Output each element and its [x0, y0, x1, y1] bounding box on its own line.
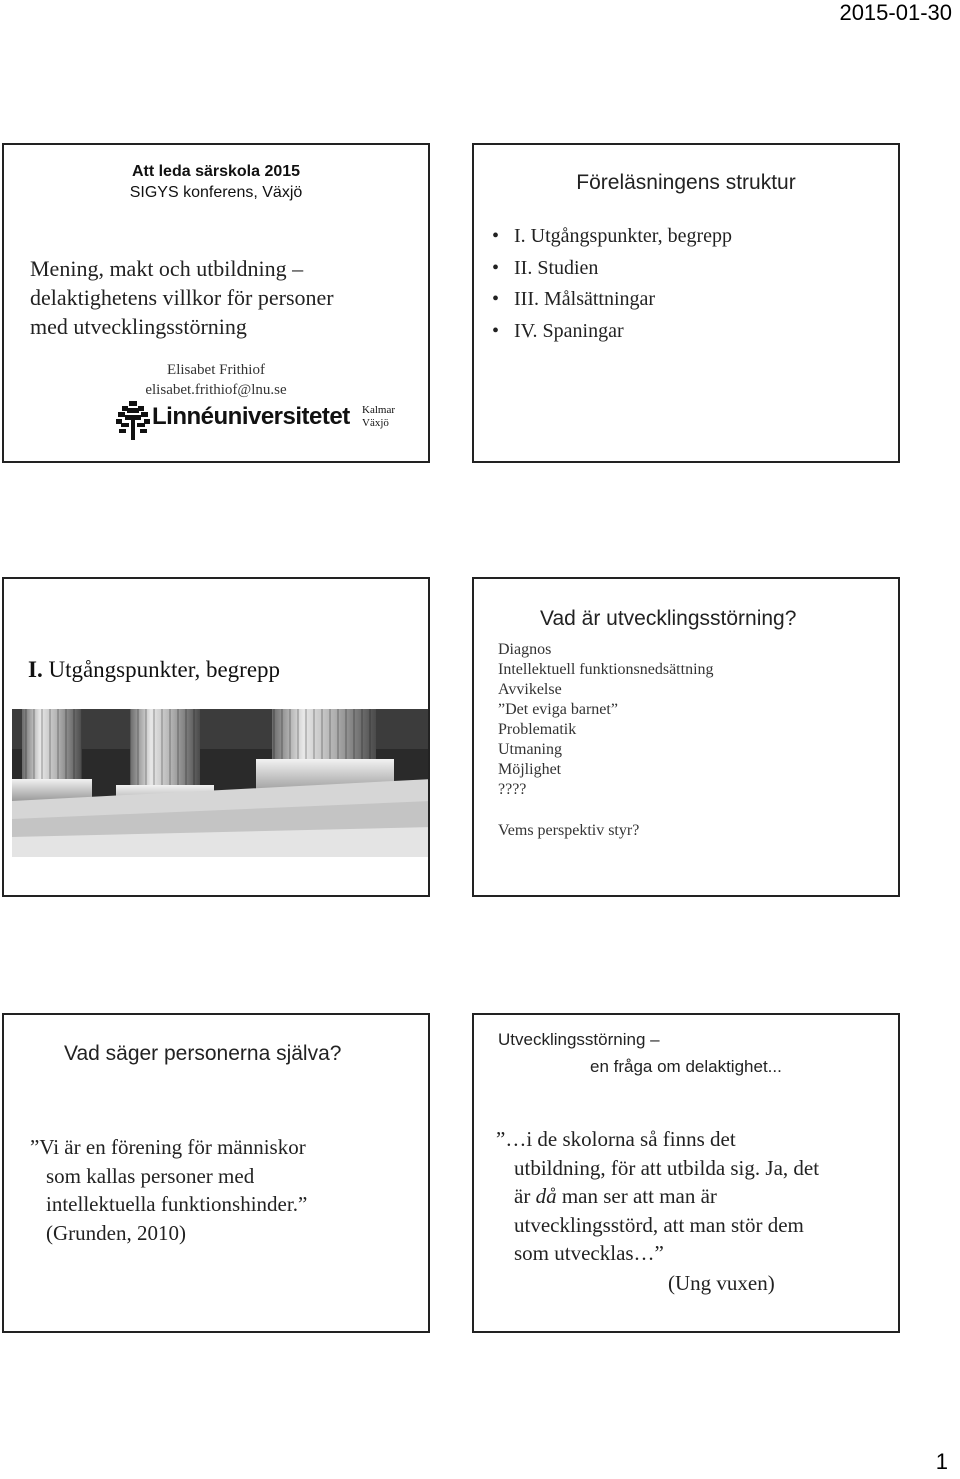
- logo-wordmark: Linnéuniversitetet: [152, 403, 350, 430]
- list-item: ????: [498, 781, 527, 798]
- title-line: med utvecklingsstörning: [30, 314, 247, 339]
- columns-image: [12, 709, 430, 857]
- list-item: ”Det eviga barnet”: [498, 701, 618, 718]
- list-item: • III. Målsättningar: [492, 284, 732, 316]
- slide-title: [2, 143, 430, 463]
- list-item: Avvikelse: [498, 681, 562, 698]
- title-line: delaktighetens villkor för personer: [30, 285, 334, 310]
- list-item: Intellektuell funktionsnedsättning: [498, 661, 714, 678]
- quote-line: som kallas personer med: [46, 1163, 255, 1188]
- bullet-icon: •: [492, 319, 500, 342]
- tree-icon: [116, 400, 150, 440]
- conference-info: [4, 161, 428, 203]
- quote-line: utbildning, för att utbilda sig. Ja, det: [514, 1155, 820, 1180]
- slide-heading: I. Utgångspunkter, begrepp: [28, 657, 281, 682]
- slide-heading: Föreläsningens struktur: [576, 171, 796, 194]
- quote-block: [30, 1133, 410, 1247]
- campus-kalmar: Kalmar: [362, 404, 395, 416]
- quote-line: intellektuella funktionshinder.”: [46, 1192, 308, 1216]
- slide-structure: [472, 143, 900, 463]
- list-item: • IV. Spaningar: [492, 316, 732, 348]
- slide-heading: Vad är utvecklingsstörning?: [540, 607, 797, 630]
- title-line: Mening, makt och utbildning –: [30, 256, 304, 281]
- slide-participation: [472, 1013, 900, 1333]
- list-item: • I. Utgångspunkter, begrepp: [492, 221, 732, 253]
- slide-voices: [2, 1013, 430, 1333]
- quote-block: [496, 1125, 892, 1268]
- structure-list: [492, 221, 732, 347]
- university-logo: [116, 400, 406, 440]
- list-item: Diagnos: [498, 641, 552, 658]
- slide-section-one: [2, 577, 430, 897]
- slide-subheading: en fråga om delaktighet...: [590, 1057, 782, 1076]
- quote-line: ”Vi är en förening för människor: [30, 1135, 306, 1159]
- author-name: Elisabet Frithiof: [167, 362, 265, 378]
- logo-campus: [362, 404, 395, 430]
- term-list: [498, 640, 714, 800]
- slide-heading: Utvecklingsstörning –: [498, 1030, 660, 1049]
- quote-source: (Ung vuxen): [668, 1271, 775, 1295]
- quote-source: (Grunden, 2010): [46, 1220, 186, 1245]
- conference-title: Att leda särskola 2015: [131, 163, 301, 180]
- bullet-icon: •: [492, 256, 500, 279]
- slide-definition: [472, 577, 900, 897]
- author-info: [4, 360, 428, 400]
- list-item: Problematik: [498, 721, 577, 738]
- list-item: • II. Studien: [492, 253, 732, 285]
- presentation-title: [30, 254, 420, 341]
- list-item: Möjlighet: [498, 761, 562, 778]
- quote-line: ”…i de skolorna så finns det: [496, 1127, 736, 1151]
- quote-line: som utvecklas…”: [514, 1241, 664, 1265]
- conference-subtitle: SIGYS konferens, Växjö: [129, 184, 303, 201]
- bullet-icon: •: [492, 288, 500, 310]
- author-email: elisabet.frithiof@lnu.se: [145, 382, 287, 398]
- quote-line: är då man ser att man är: [514, 1184, 717, 1208]
- list-item: Utmaning: [498, 741, 562, 758]
- quote-line: utvecklingsstörd, att man stör dem: [514, 1212, 804, 1237]
- emphasis: då: [535, 1184, 557, 1208]
- slide-heading: Vad säger personerna själva?: [64, 1042, 342, 1065]
- campus-vaxjo: Växjö: [362, 417, 389, 429]
- page-number: 1: [935, 1449, 948, 1474]
- header-date: 2015-01-30: [839, 0, 952, 25]
- bullet-icon: •: [492, 225, 500, 247]
- perspective-question: Vems perspektiv styr?: [498, 822, 640, 839]
